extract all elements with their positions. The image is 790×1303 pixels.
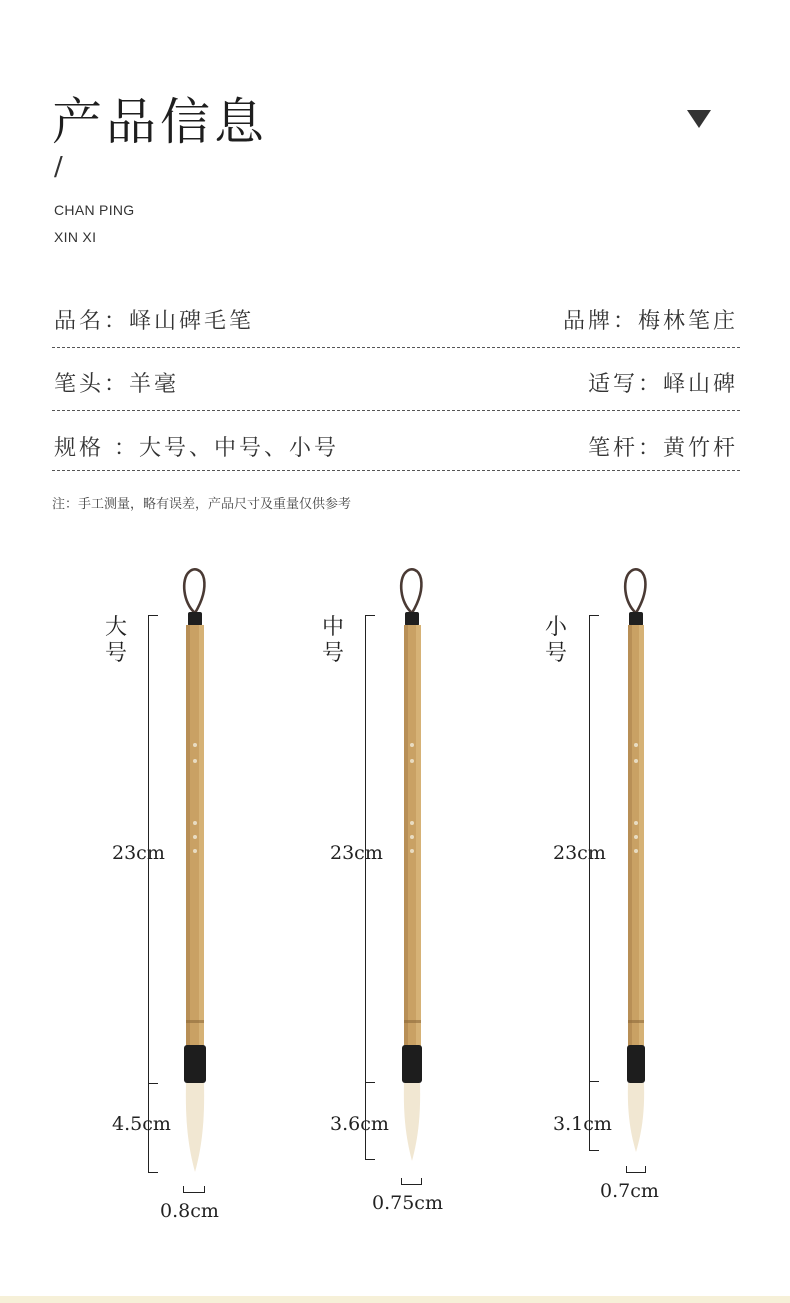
triangle-down-icon[interactable] bbox=[687, 110, 711, 128]
dim-tick bbox=[148, 1083, 158, 1084]
dim-width-bar bbox=[183, 1192, 205, 1193]
dim-tick bbox=[589, 615, 599, 616]
dim-tick bbox=[626, 1166, 627, 1173]
brush-large-image bbox=[175, 565, 215, 1177]
spec-row-name-brand bbox=[52, 304, 740, 344]
size-char: 大 bbox=[104, 615, 127, 640]
brush-medium-image bbox=[392, 565, 432, 1165]
dim-width-bar bbox=[401, 1184, 422, 1185]
page-title: 产品信息 bbox=[52, 93, 268, 151]
dim-tick bbox=[365, 1159, 375, 1160]
spec-divider bbox=[52, 347, 740, 348]
dim-tick bbox=[148, 615, 158, 616]
size-label-medium bbox=[321, 615, 345, 667]
size-char: 号 bbox=[321, 641, 344, 666]
spec-suitable-for: 适写：峄山碑 bbox=[587, 372, 738, 397]
dim-tick bbox=[589, 1081, 599, 1082]
dim-width-bar bbox=[626, 1172, 646, 1173]
pinyin-line-1: CHAN PING bbox=[54, 202, 135, 218]
dim-tick bbox=[401, 1178, 402, 1185]
dim-tick bbox=[365, 1082, 375, 1083]
spec-sizes: 规格 ：大号、中号、小号 bbox=[54, 436, 339, 461]
shaft-length-medium: 23cm bbox=[330, 842, 383, 864]
size-char: 号 bbox=[544, 641, 567, 666]
head-length-small: 3.1cm bbox=[553, 1113, 612, 1135]
dim-tick bbox=[204, 1186, 205, 1193]
head-width-small: 0.7cm bbox=[600, 1180, 659, 1202]
spec-brush-head: 笔头：羊毫 bbox=[54, 372, 180, 397]
shaft-length-small: 23cm bbox=[553, 842, 606, 864]
brush-small-image bbox=[616, 565, 656, 1157]
shaft-length-large: 23cm bbox=[112, 842, 165, 864]
dim-tick bbox=[365, 615, 375, 616]
spec-row-size-shaft bbox=[52, 431, 740, 471]
head-width-large: 0.8cm bbox=[160, 1200, 219, 1222]
size-char: 小 bbox=[544, 615, 567, 640]
size-label-small bbox=[544, 615, 568, 667]
title-slash: / bbox=[54, 152, 63, 182]
spec-divider bbox=[52, 410, 740, 411]
spec-shaft: 笔杆：黄竹杆 bbox=[587, 436, 738, 461]
size-label-large bbox=[104, 615, 128, 667]
size-char: 中 bbox=[321, 615, 344, 640]
spec-divider bbox=[52, 470, 740, 471]
dim-tick bbox=[421, 1178, 422, 1185]
spec-product-name: 品名：峄山碑毛笔 bbox=[54, 309, 255, 334]
head-width-medium: 0.75cm bbox=[372, 1192, 443, 1214]
size-char: 号 bbox=[104, 641, 127, 666]
head-length-medium: 3.6cm bbox=[330, 1113, 389, 1135]
dim-tick bbox=[183, 1186, 184, 1193]
spec-row-head-usage bbox=[52, 367, 740, 407]
dim-tick bbox=[148, 1172, 158, 1173]
head-length-large: 4.5cm bbox=[112, 1113, 171, 1135]
measurement-note: 注：手工测量，略有误差，产品尺寸及重量仅供参考 bbox=[52, 497, 352, 512]
bottom-strip bbox=[0, 1296, 790, 1303]
dim-tick bbox=[645, 1166, 646, 1173]
pinyin-line-2: XIN XI bbox=[54, 229, 97, 245]
dim-tick bbox=[589, 1150, 599, 1151]
spec-brand: 品牌：梅林笔庄 bbox=[562, 309, 738, 334]
